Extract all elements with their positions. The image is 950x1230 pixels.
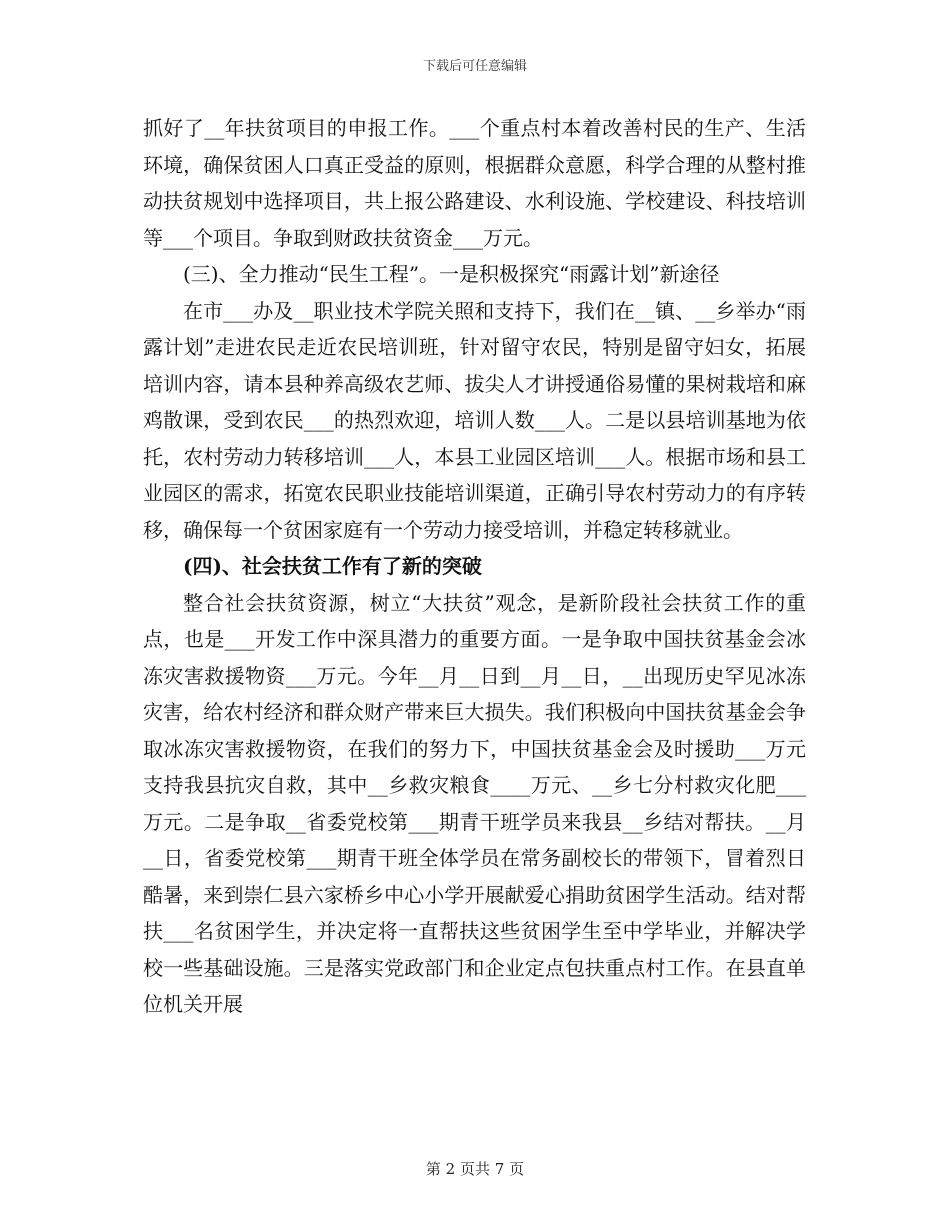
paragraph-2: (三)、全力推动“民生工程”。一是积极探究“雨露计划”新途径 bbox=[183, 262, 720, 286]
paragraph-3: 在市___办及__职业技术学院关照和支持下，我们在__镇、__乡举办“雨露计划”走进农民走近农民培训班，针对留守农民，特别是留守妇女，拓展培训内容，请本县种养高级农艺师、拔尖人才讲授通俗易懂的果树栽培和麻鸡散课，受到农民___的热烈欢迎，培训人数___人。二是以县培训基地为依托，农村劳动力转移培训___人，本县工业园区培训___人。根据市场和县工业园区的需求，拓宽农民职业技能培训渠道，正确引导农村劳动力的有序转移，确保每一个贫困家庭有一个劳动力接受培训，并稳定转移就业。 bbox=[143, 298, 806, 542]
paragraph-1: 抓好了__年扶贫项目的申报工作。___个重点村本着改善村民的生产、生活环境，确保贫困人口真正受益的原则，根据群众意愿，科学合理的从整村推动扶贫规划中选择项目，共上报公路建设、水利设施、学校建设、科技培训等___个项目。争取到财政扶贫资金___万元。 bbox=[143, 116, 806, 250]
page-header: 下载后可任意编辑 bbox=[422, 59, 527, 74]
page-footer: 第 2 页共 7 页 bbox=[425, 1160, 525, 1178]
section-heading: (四)、社会扶贫工作有了新的突破 bbox=[183, 554, 482, 578]
paragraph-4: 整合社会扶贫资源，树立“大扶贫”观念，是新阶段社会扶贫工作的重点，也是___开发工作中深具潜力的重要方面。一是争取中国扶贫基金会冰冻灾害救援物资___万元。今年__月__日到__月__日，__出现历史罕见冰冻灾害，给农村经济和群众财产带来巨大损失。我们积极向中国扶贫基金会争取冰冻灾害救援物资，在我们的努力下，中国扶贫基金会及时援助___万元支持我县抗灾自救，其中__乡救灾粮食____万元、__乡七分村救灾化肥___万元。二是争取__省委党校第___期青干班学员来我县__乡结对帮扶。__月__日，省委党校第___期青干班全体学员在常务副校长的带领下，冒着烈日酷暑，来到崇仁县六家桥乡中心小学开展献爱心捐助贫困学生活动。结对帮扶___名贫困学生，并决定将一直帮扶这些贫困学生至中学毕业，并解决学校一些基础设施。三是落实党政部门和企业定点包扶重点村工作。在县直单位机关开展 bbox=[143, 590, 806, 1016]
document-body bbox=[143, 110, 806, 1023]
